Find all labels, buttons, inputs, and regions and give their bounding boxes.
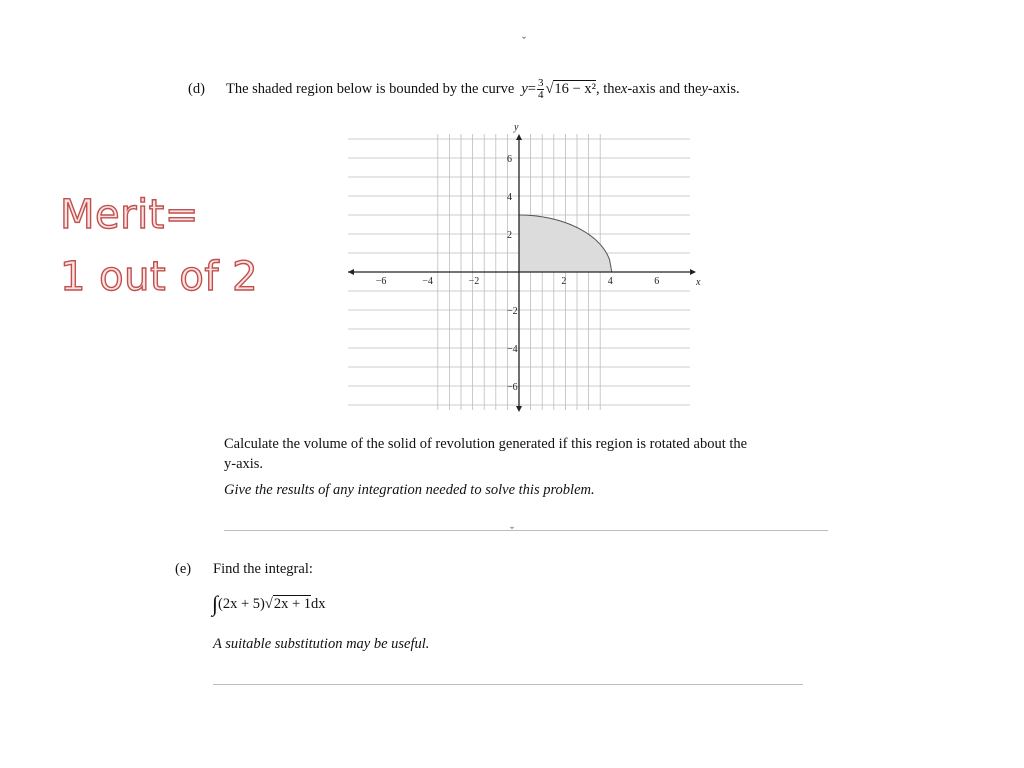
x-tick-label: −2 <box>468 276 480 287</box>
eq-radical: √ <box>545 80 554 97</box>
integrand-radical: √ <box>264 595 273 612</box>
eq-y: y <box>521 80 528 97</box>
part-d-instruction: Give the results of any integration needed to solve this problem. <box>224 482 595 498</box>
part-d-statement <box>226 73 740 105</box>
part-d-label: (d) <box>188 81 205 97</box>
x-word: x <box>620 80 628 97</box>
integral-sign: ∫ <box>212 591 219 616</box>
part-d-after-b: -axis and the <box>627 80 702 97</box>
y-tick-label: −4 <box>507 344 518 355</box>
eq-denominator: 4 <box>537 88 544 101</box>
merit-annotation-line2: 1 out of 2 <box>60 254 259 300</box>
y-axis <box>516 134 522 412</box>
eq-fraction <box>537 78 545 101</box>
x-tick-labels <box>376 276 659 287</box>
x-tick-label: 2 <box>561 276 567 287</box>
y-word: y <box>701 80 708 97</box>
part-e-prompt: Find the integral: <box>213 561 313 577</box>
answer-line-d[interactable] <box>224 530 828 531</box>
y-axis-label: y <box>514 122 519 133</box>
integrand-a: (2x + 5) <box>218 595 265 612</box>
y-tick-label: 2 <box>507 230 512 241</box>
y-tick-label: −6 <box>507 382 518 393</box>
x-tick-label: 4 <box>607 276 613 287</box>
page-mark-mid: ˇ <box>510 524 514 538</box>
part-d-calc-line2: y-axis. <box>224 456 264 472</box>
y-tick-label: 6 <box>507 154 512 165</box>
y-tick-label: 4 <box>507 192 512 203</box>
integrand-radicand: 2x + 1 <box>273 596 312 612</box>
part-e-hint: A suitable substitution may be useful. <box>213 636 430 652</box>
eq-equals: = <box>527 80 536 97</box>
part-e-integral <box>212 593 326 615</box>
part-d-text-before: The shaded region below is bounded by the curve <box>226 80 515 97</box>
eq-radicand: 16 − x² <box>554 81 596 97</box>
answer-line-e[interactable] <box>213 684 803 685</box>
x-tick-label: 6 <box>654 276 660 287</box>
shaded-region <box>519 215 612 272</box>
part-d-after-a: , the <box>595 80 621 97</box>
part-d-after-c: -axis. <box>707 80 740 97</box>
x-tick-label: −4 <box>422 276 433 287</box>
eq-numerator: 3 <box>537 76 544 89</box>
x-axis-label: x <box>696 277 701 288</box>
part-e-label: (e) <box>175 561 192 577</box>
integrand-dx: dx <box>311 595 326 612</box>
part-d-calc-line1: Calculate the volume of the solid of revolution generated if this region is rotated about the <box>224 436 748 452</box>
region-graph <box>340 118 710 418</box>
x-tick-label: −6 <box>375 276 387 287</box>
merit-annotation-line1: Merit= <box>60 192 199 238</box>
y-tick-label: −2 <box>507 306 518 317</box>
page-mark-top: ˇ <box>522 34 526 48</box>
y-tick-labels <box>507 154 518 393</box>
